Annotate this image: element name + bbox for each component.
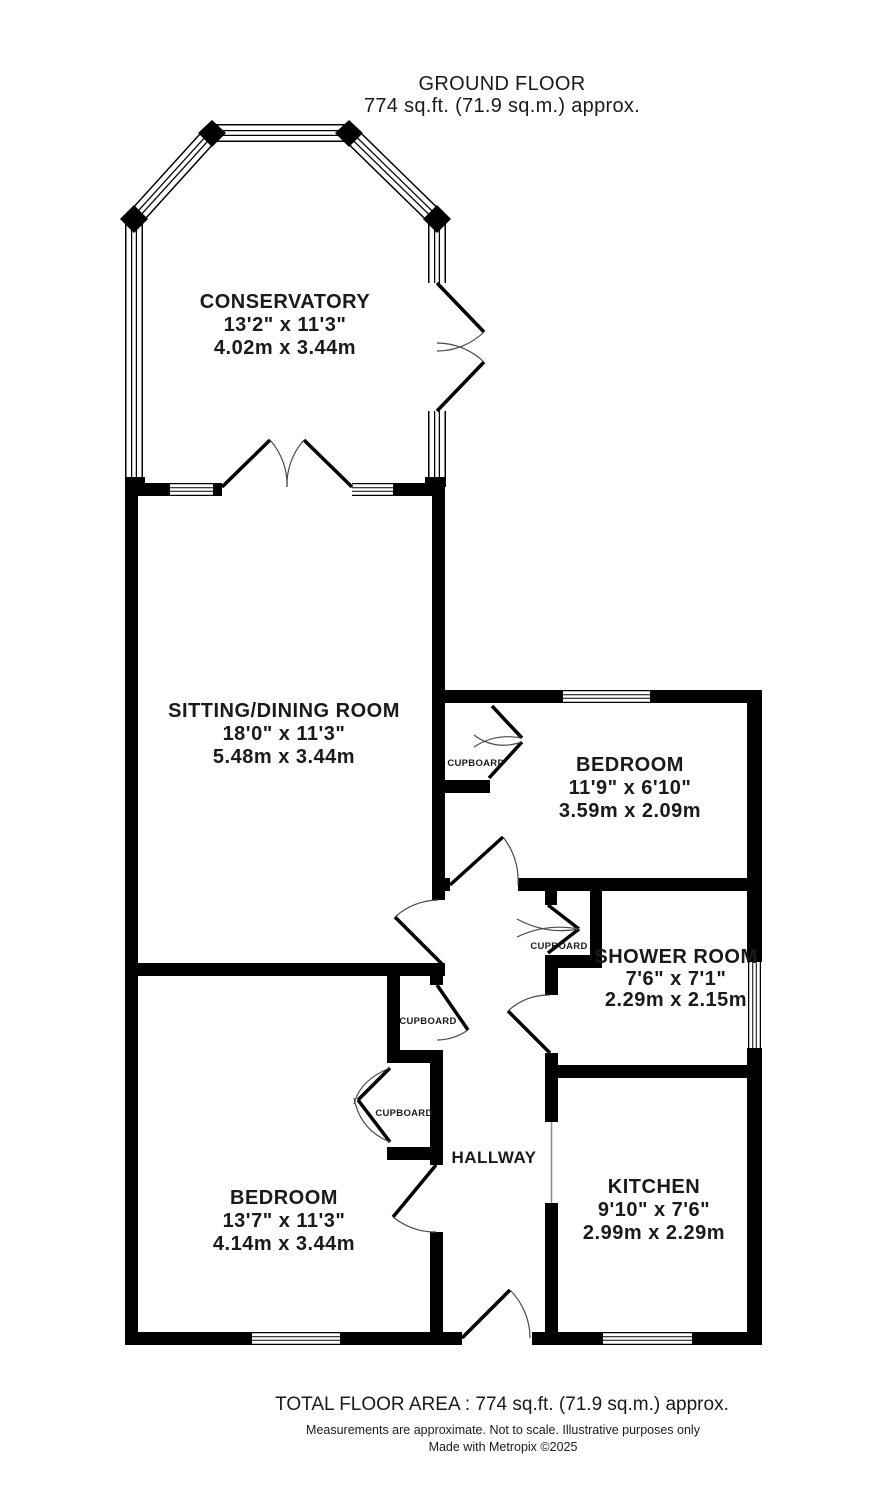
credit: Made with Metropix ©2025 [428,1440,578,1454]
double-doors-sitting [222,440,352,487]
room-dims-bedroom-1-imp: 11'9" x 6'10" [568,777,692,799]
cupboard-label-bedroom-1: CUPBOARD [447,758,505,769]
room-label-bedroom-1: BEDROOM [576,754,684,776]
room-label-bedroom-2: BEDROOM [230,1187,338,1209]
cupboard-label-hallway: CUPBOARD [399,1016,457,1027]
cupboard-label-bedroom-2: CUPBOARD [375,1108,433,1119]
room-dims-kitchen-imp: 9'10" x 7'6" [597,1199,711,1221]
room-label-shower-room: SHOWER ROOM [594,946,758,968]
room-dims-shower-met: 2.29m x 2.15m [604,989,748,1011]
room-dims-conservatory-met: 4.02m x 3.44m [213,337,357,359]
door-bedroom-2 [393,1165,436,1232]
disclaimer: Measurements are approximate. Not to scale. Illustrative purposes only [306,1423,700,1437]
room-dims-shower-imp: 7'6" x 7'1" [625,968,727,990]
room-labels [168,291,758,1255]
door-shower-room [508,995,550,1053]
room-label-kitchen: KITCHEN [607,1176,701,1198]
page-subtitle: 774 sq.ft. (71.9 sq.m.) approx. [363,95,641,117]
total-floor-area: TOTAL FLOOR AREA : 774 sq.ft. (71.9 sq.m.) approx. [275,1394,729,1415]
room-label-sitting-dining: SITTING/DINING ROOM [168,700,400,722]
room-dims-sitting-met: 5.48m x 3.44m [212,746,356,768]
door-sitting-room [395,900,443,965]
room-dims-kitchen-met: 2.99m x 2.29m [582,1222,726,1244]
room-dims-bedroom-2-imp: 13'7" x 11'3" [222,1210,346,1232]
footer [275,1394,729,1454]
room-dims-bedroom-1-met: 3.59m x 2.09m [558,800,702,822]
door-cupboard-hallway [437,985,468,1040]
french-doors-conservatory [437,283,484,411]
door-bedroom-1 [450,837,518,885]
header [364,73,640,117]
room-dims-conservatory-imp: 13'2" x 11'3" [223,314,347,336]
front-door [462,1290,530,1338]
room-label-conservatory: CONSERVATORY [199,291,371,313]
room-label-hallway: HALLWAY [451,1148,537,1167]
doors [222,283,579,1338]
room-dims-sitting-imp: 18'0" x 11'3" [222,723,346,745]
cupboard-label-shower: CUPBOARD [530,941,588,952]
room-dims-bedroom-2-met: 4.14m x 3.44m [212,1233,356,1255]
page-title: GROUND FLOOR [418,73,586,95]
door-cupboard-bedroom-2 [354,1068,390,1142]
